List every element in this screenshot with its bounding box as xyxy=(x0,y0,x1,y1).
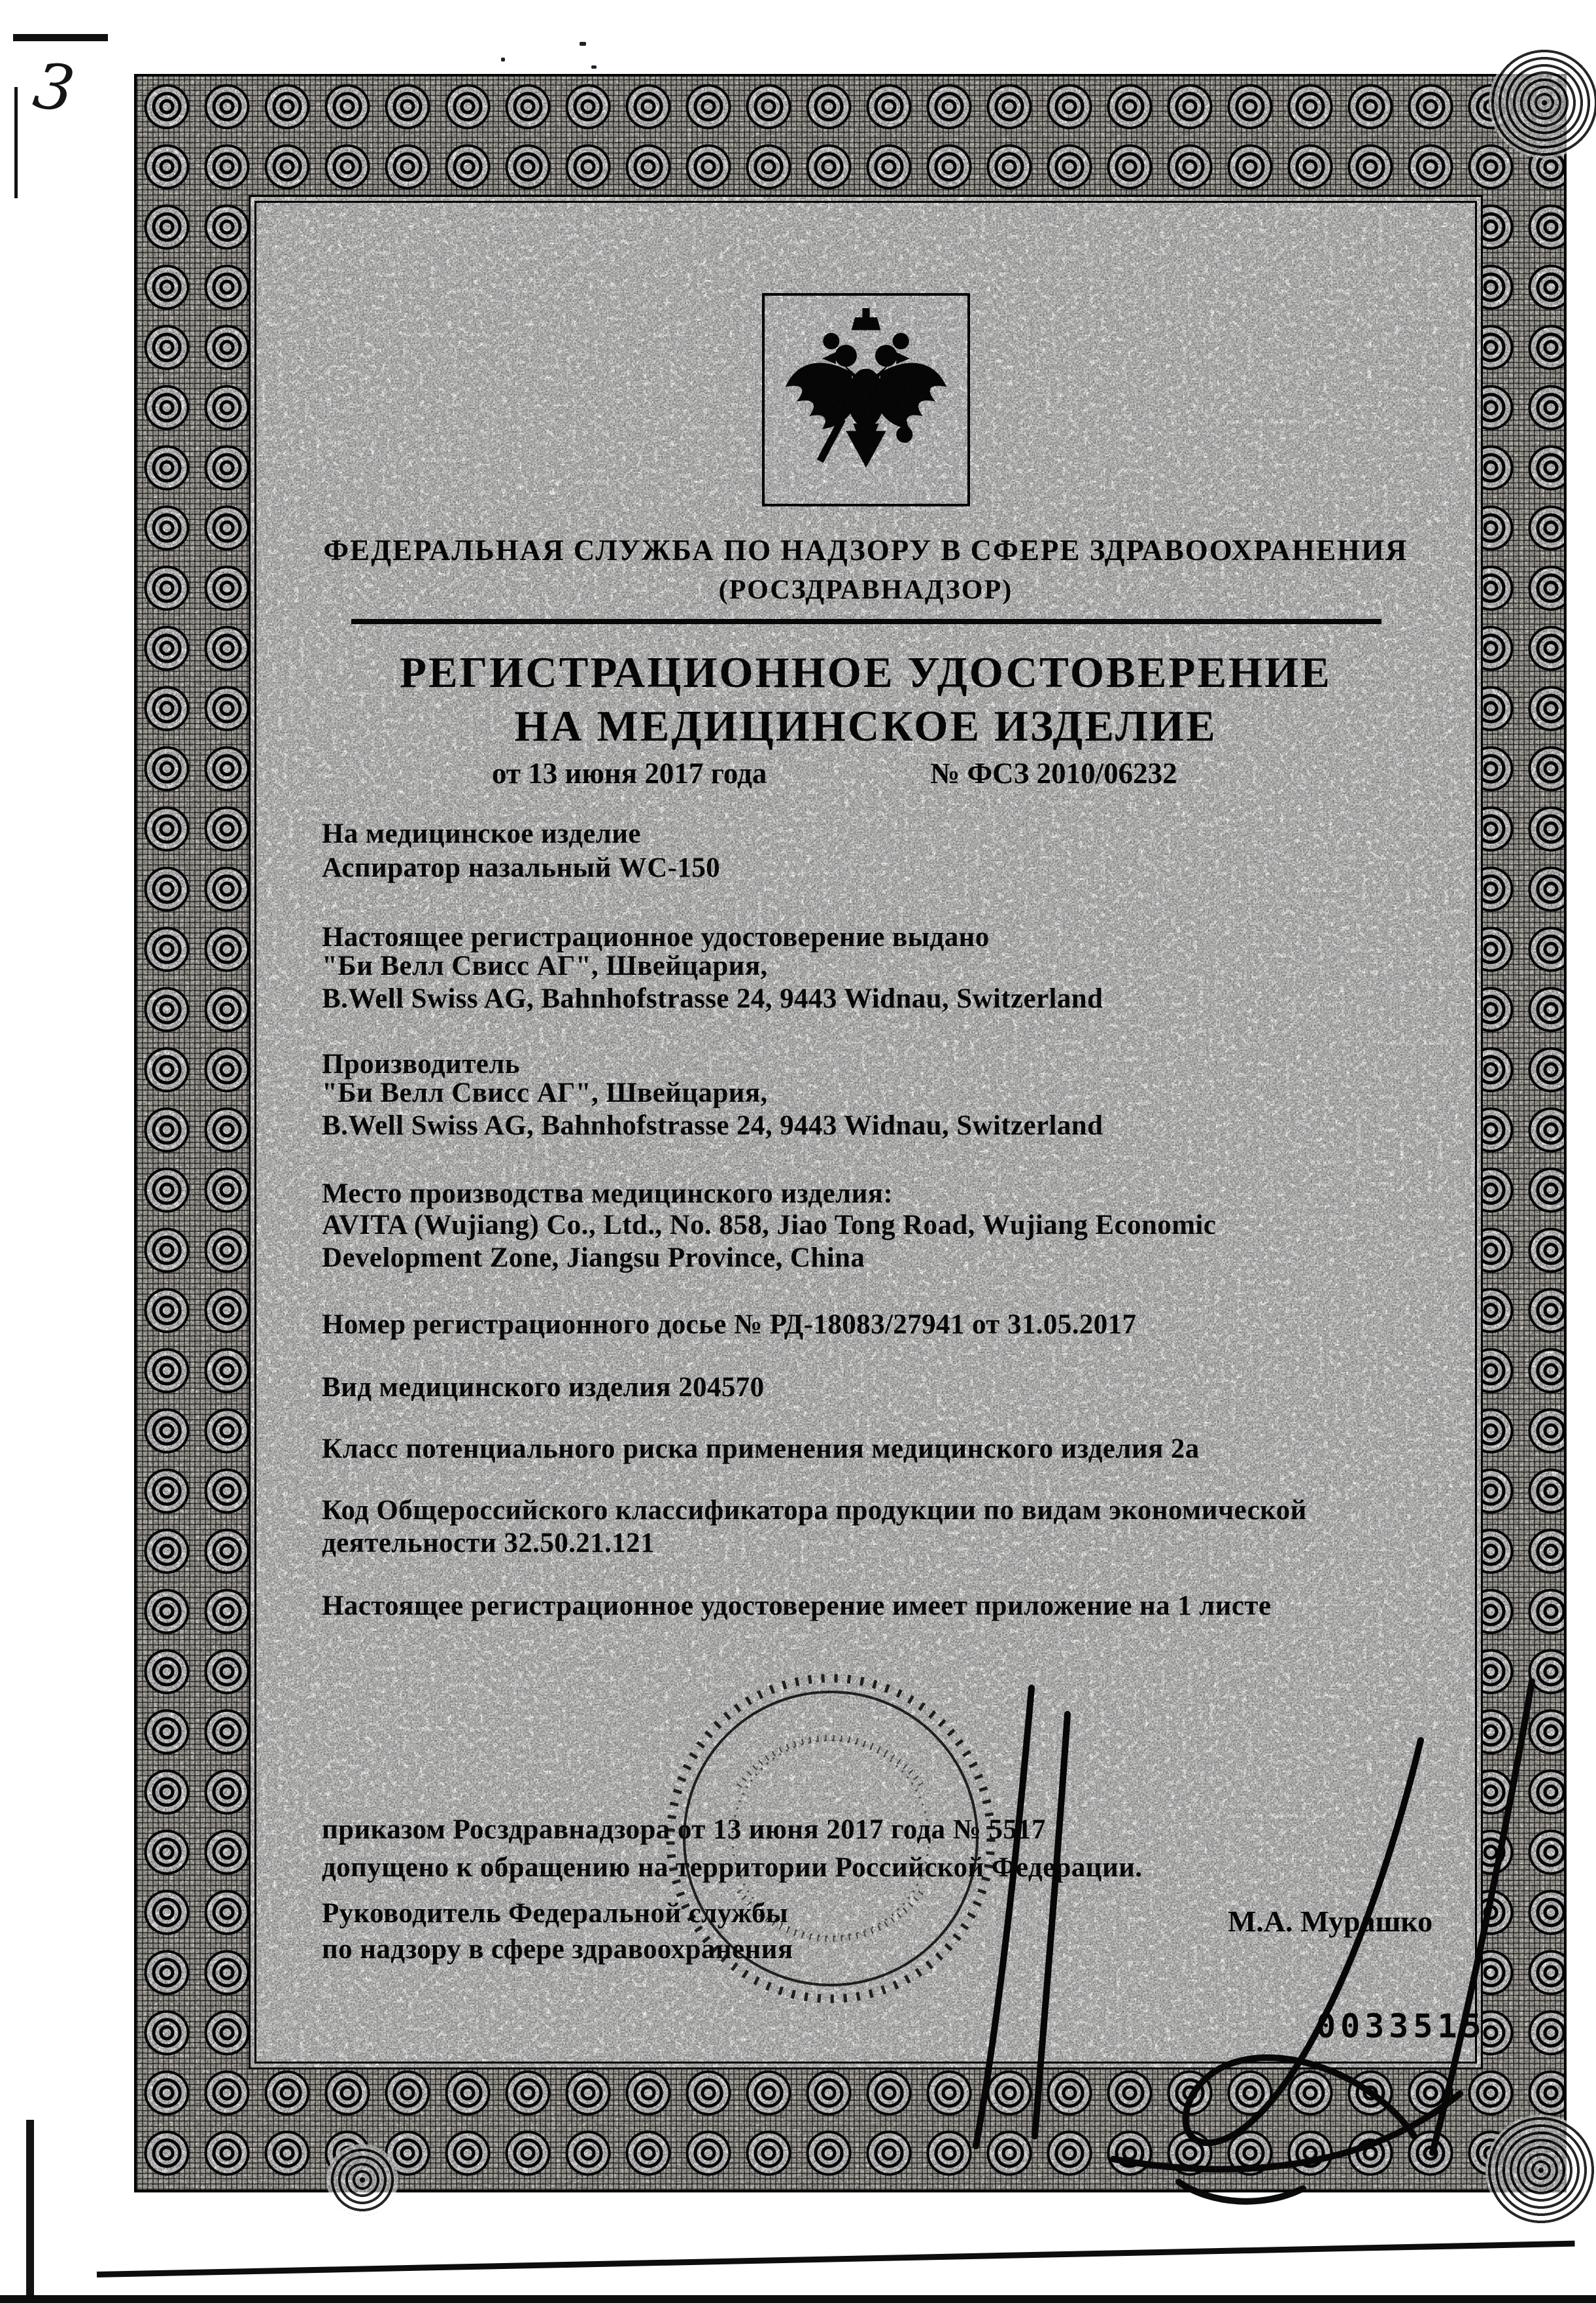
order-line2: допущено к обращению на территории Российской Федерации. xyxy=(322,1852,1143,1883)
issued-to-label: Настоящее регистрационное удостоверение выдано xyxy=(322,922,990,953)
certificate-inner-panel xyxy=(254,201,1486,2064)
scan-speck xyxy=(591,65,597,69)
document-title-line1: РЕГИСТРАЦИОННОЕ УДОСТОВЕРЕНИЕ xyxy=(400,648,1332,697)
order-line1: приказом Росздравнадзора от 13 июня 2017 года № 5517 xyxy=(322,1814,1047,1845)
device-name: Аспиратор назальный WC-150 xyxy=(322,853,721,883)
serial-number: 0033515 xyxy=(1316,2007,1486,2045)
corner-flourish-icon xyxy=(1489,47,1596,158)
corner-flourish-icon xyxy=(326,2144,398,2216)
holder-name-ru: "Би Велл Свисс АГ", Швейцария, xyxy=(322,951,768,981)
handwritten-page-number: 3 xyxy=(29,48,79,127)
production-site-line2: Development Zone, Jiangsu Province, China xyxy=(322,1242,865,1273)
annex-line: Настоящее регистрационное удостоверение имеет приложение на 1 листе xyxy=(322,1591,1272,1621)
device-kind-line: Вид медицинского изделия 204570 xyxy=(322,1372,765,1403)
scan-page-bottom-edge xyxy=(0,2295,1596,2303)
coat-of-arms-box xyxy=(762,293,970,506)
dossier-number-line: Номер регистрационного досье № РД-18083/27941 от 31.05.2017 xyxy=(322,1309,1137,1340)
header-rule xyxy=(351,619,1381,624)
device-label: На медицинское изделие xyxy=(322,818,641,849)
manufacturer-name-ru: "Би Велл Свисс АГ", Швейцария, xyxy=(322,1078,768,1108)
russian-coat-of-arms-icon xyxy=(774,305,958,495)
scan-edge-line-bottom xyxy=(26,2120,34,2295)
authority-name: ФЕДЕРАЛЬНАЯ СЛУЖБА ПО НАДЗОРУ В СФЕРЕ ЗДРАВООХРАНЕНИЯ xyxy=(323,534,1408,567)
scan-edge-line-top xyxy=(14,87,18,198)
risk-class-line: Класс потенциального риска применения медицинского изделия 2а xyxy=(322,1433,1200,1464)
holder-name-en: B.Well Swiss AG, Bahnhofstrasse 24, 9443 Widnau, Switzerland xyxy=(322,983,1103,1014)
signer-title-line1: Руководитель Федеральной службы xyxy=(322,1898,788,1929)
production-site-label: Место производства медицинского изделия: xyxy=(322,1178,893,1209)
okpd-code-line2: деятельности 32.50.21.121 xyxy=(322,1528,655,1558)
guilloche-border-frame xyxy=(134,74,1567,2192)
scan-speck xyxy=(580,42,586,46)
authority-abbreviation: (РОСЗДРАВНАДЗОР) xyxy=(718,575,1013,605)
production-site-line1: AVITA (Wujiang) Co., Ltd., No. 858, Jiao Tong Road, Wujiang Economic xyxy=(322,1210,1217,1240)
scan-speck xyxy=(501,58,505,62)
document-title-line2: НА МЕДИЦИНСКОЕ ИЗДЕЛИЕ xyxy=(514,702,1217,750)
manufacturer-label: Производитель xyxy=(322,1049,520,1080)
issue-date: от 13 июня 2017 года xyxy=(492,757,767,790)
okpd-code-line1: Код Общероссийского классификатора продукции по видам экономической xyxy=(322,1495,1307,1526)
signer-title-line2: по надзору в сфере здравоохранения xyxy=(322,1934,793,1965)
certificate-number: № ФСЗ 2010/06232 xyxy=(930,757,1177,790)
manufacturer-name-en: B.Well Swiss AG, Bahnhofstrasse 24, 9443 Widnau, Switzerland xyxy=(322,1110,1103,1141)
signer-name: М.А. Мурашко xyxy=(1228,1905,1433,1938)
scan-artifact-line xyxy=(13,34,108,41)
